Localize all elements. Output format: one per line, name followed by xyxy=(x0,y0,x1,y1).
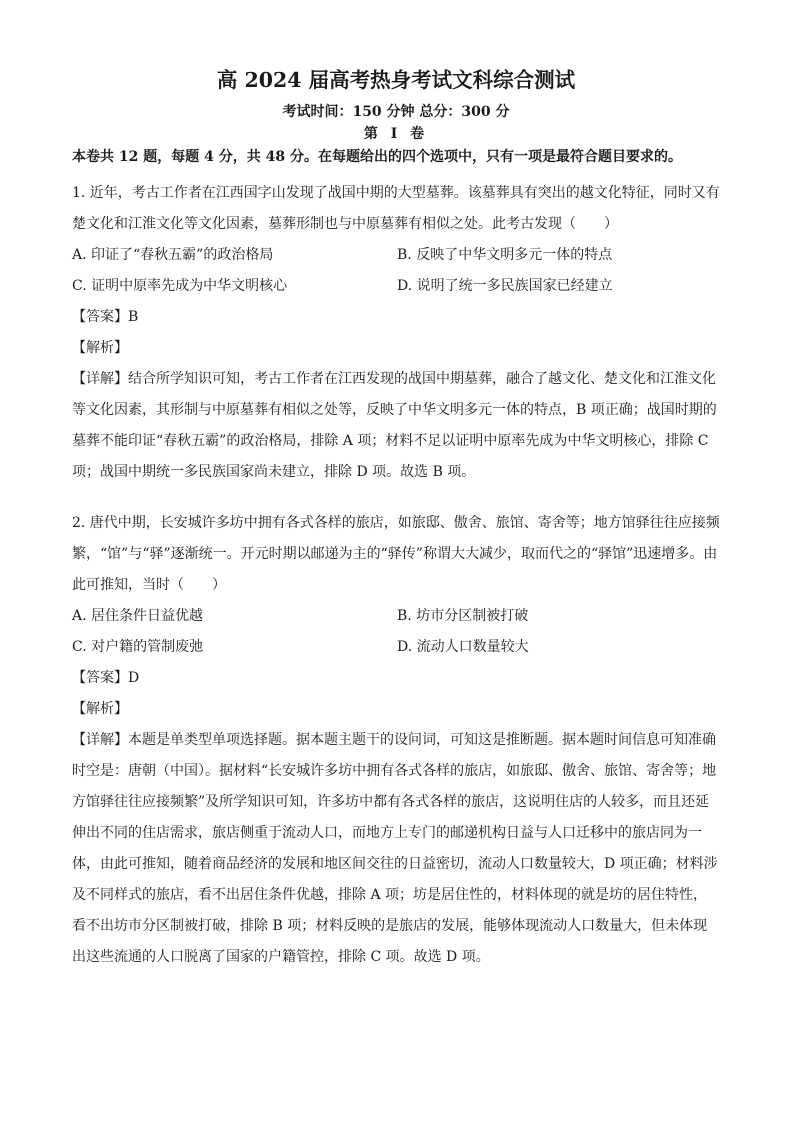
answer-label: 【答案】D xyxy=(72,670,140,686)
question-1 xyxy=(72,178,720,488)
option-d: D. 流动人口数量较大 xyxy=(397,639,529,655)
option-c: C. 证明中原率先成为中华文明核心 xyxy=(72,278,288,294)
answer-label: 【答案】B xyxy=(72,309,139,325)
question-stem: 1. 近年，考古工作者在江西国字山发现了战国中期的大型墓葬。该墓葬具有突出的越文化特征，同时又有楚文化和江淮文化等文化因素，墓葬形制也与中原墓葬有相似之处。此考古发现（ ） xyxy=(72,185,720,232)
question-options xyxy=(72,240,720,302)
option-b: B. 坊市分区制被打破 xyxy=(397,608,529,624)
detail-explanation: 【详解】结合所学知识可知，考古工作者在江西发现的战国中期墓葬，融合了越文化、楚文化和江淮文化等文化因素，其形制与中原墓葬有相似之处等，反映了中华文明多元一体的特点，B 项正确；战国时期的墓葬不能印证“春秋五霸”的政治格局，排除 A 项；材料不足以证明中原率先成为中华文明核心，排除 C 项；战国中期统一多民族国家尚未建立，排除 D 项。故选 B 项。 xyxy=(72,371,717,480)
option-b: B. 反映了中华文明多元一体的特点 xyxy=(397,247,613,263)
option-a: A. 居住条件日益优越 xyxy=(72,608,204,624)
instructions: 本卷共 12 题，每题 4 分，共 48 分。在每题给出的四个选项中，只有一项是最符合题目要求的。 xyxy=(72,149,682,165)
question-options xyxy=(72,601,720,663)
option-d: D. 说明了统一多民族国家已经建立 xyxy=(397,278,613,294)
question-2 xyxy=(72,508,720,973)
analysis-label: 【解析】 xyxy=(72,340,128,356)
option-a: A. 印证了“春秋五霸”的政治格局 xyxy=(72,247,274,263)
exam-title: 高 2024 届高考热身考试文科综合测试 xyxy=(216,68,576,92)
analysis-label: 【解析】 xyxy=(72,701,128,717)
section-heading: 第 Ⅰ 卷 xyxy=(363,126,429,142)
exam-subtitle: 考试时间：150 分钟 总分：300 分 xyxy=(282,104,510,120)
question-stem: 2. 唐代中期，长安城许多坊中拥有各式各样的旅店，如旅邸、傲舍、旅馆、寄舍等；地方馆驿往往应接频繁，“馆”与“驿”逐渐统一。开元时期以邮递为主的“驿传”称谓大大减少，取而代之的“驿馆”迅速增多。由此可推知，当时（ ） xyxy=(72,515,720,593)
option-c: C. 对户籍的管制废弛 xyxy=(72,639,204,655)
question-spacer xyxy=(72,488,720,508)
detail-explanation: 【详解】本题是单类型单项选择题。据本题主题干的设问词，可知这是推断题。据本题时间信息可知准确时空是：唐朝（中国）。据材料“长安城许多坊中拥有各式各样的旅店，如旅邸、傲舍、旅馆、寄舍等；地方馆驿往往应接频繁”及所学知识可知，许多坊中都有各式各样的旅店，这说明住店的人较多，而且还延伸出不同的住店需求，旅店侧重于流动人口，而地方上专门的邮递机构日益与人口迁移中的旅店同为一体，由此可推知，随着商品经济的发展和地区间交往的日益密切，流动人口数量较大，D 项正确；材料涉及不同样式的旅店，看不出居住条件优越，排除 A 项；坊是居住性的，材料体现的就是坊的居住特性，看不出坊市分区制被打破，排除 B 项；材料反映的是旅店的发展，能够体现流动人口数量大，但未体现出这些流通的人口脱离了国家的户籍管控，排除 C 项。故选 D 项。 xyxy=(72,732,718,965)
